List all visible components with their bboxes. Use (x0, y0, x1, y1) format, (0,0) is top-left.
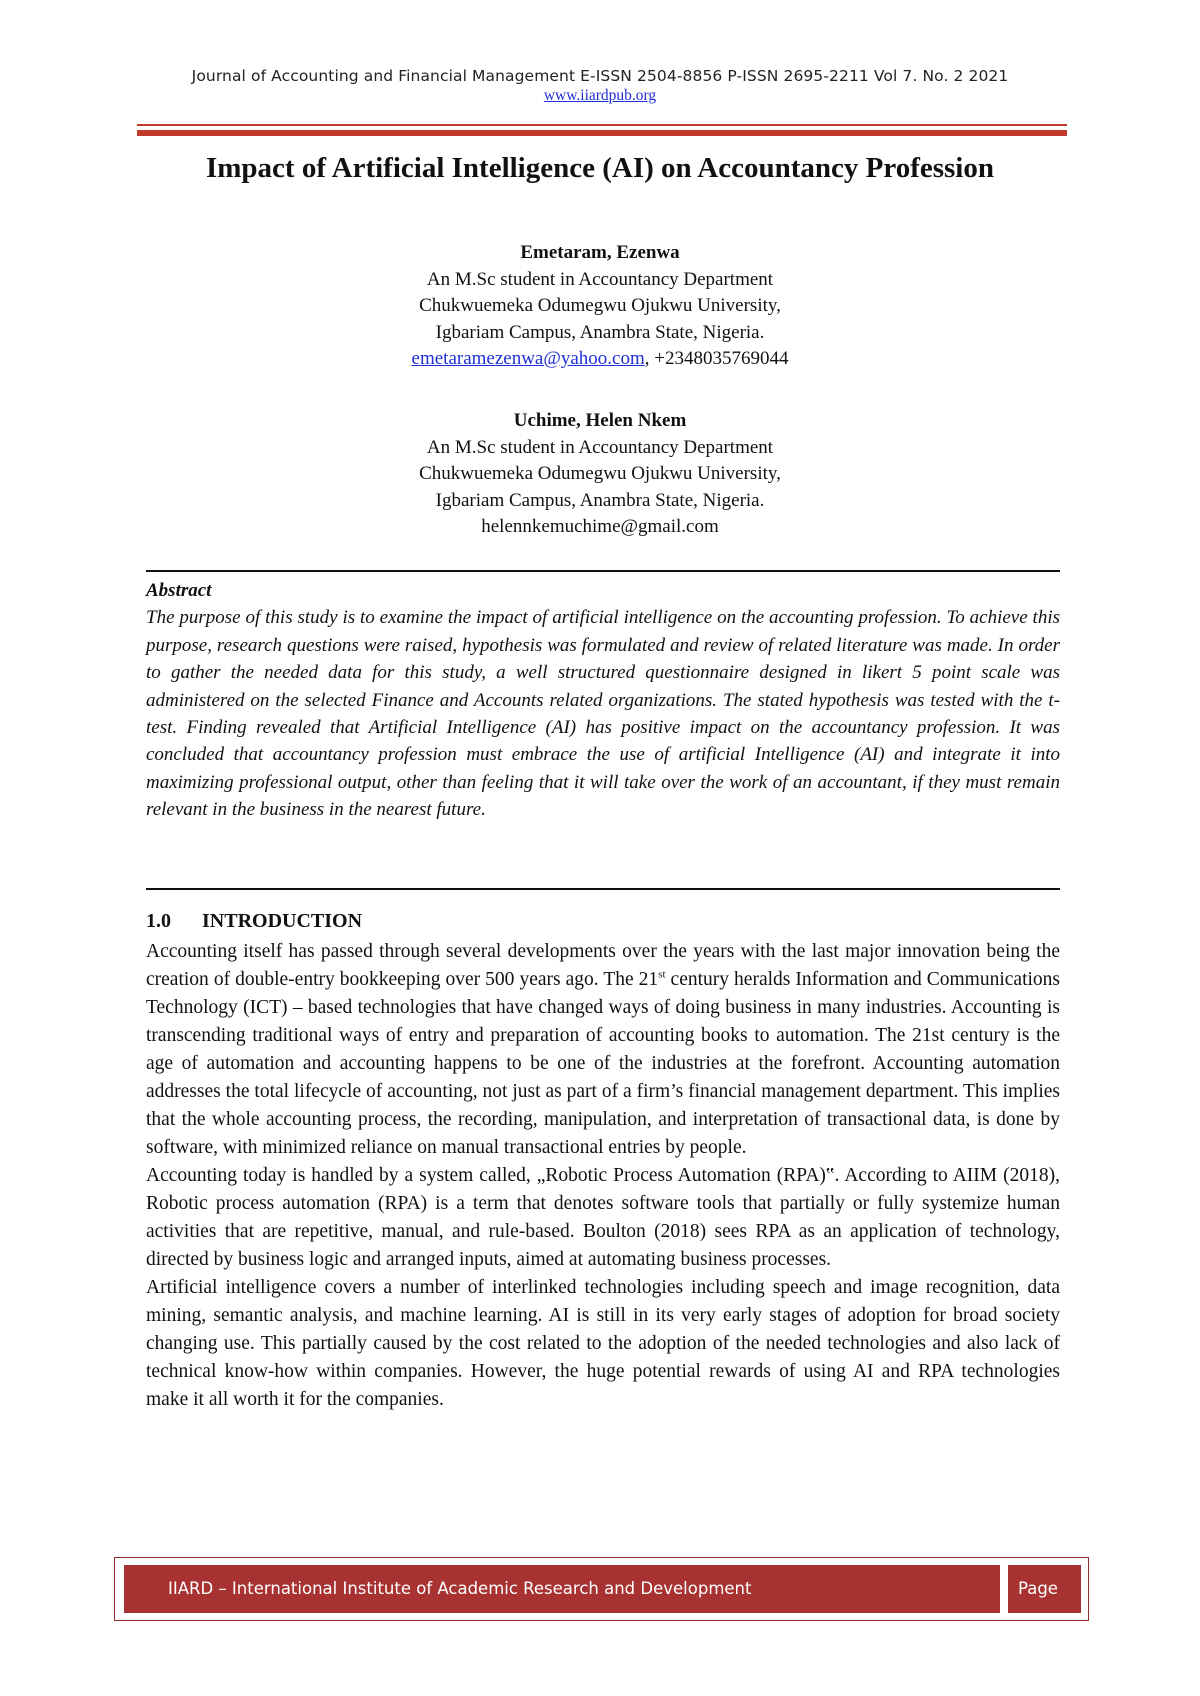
introduction-body (146, 938, 1060, 1414)
header-rule-thick (137, 130, 1067, 136)
author-campus: Igbariam Campus, Anambra State, Nigeria. (435, 489, 765, 511)
paper-title: Impact of Artificial Intelligence (AI) on Accountancy Profession (205, 152, 994, 184)
abstract-section (146, 577, 1060, 824)
ordinal-superscript: st (658, 968, 666, 981)
section-heading-introduction (146, 910, 362, 933)
header-rule-thin (137, 124, 1067, 126)
abstract-text: The purpose of this study is to examine the impact of artificial intelligence on the accounting profession. To achieve this purpose, research questions were raised, hypothesis was formulated and review of related literature was made. In order to gather the needed data for this study, a well structured questionnaire designed in likert 5 point scale was administered on the selected Finance and Accounts related organizations. The stated hypothesis was tested with the t-test. Finding revealed that Artificial Intelligence (AI) has positive impact on the accountancy profession. It was concluded that accountancy profession must embrace the use of artificial Intelligence (AI) and integrate it into maximizing professional output, other than feeling that it will take over the work of an accountant, if they must remain relevant in the business in the nearest future. (146, 607, 1060, 821)
paragraph-text: century heralds Information and Communications Technology (ICT) – based technologies that have changed ways of doing business in many industries. Accounting is transcending traditional ways of entry and preparation of accounting books to automation. The 21st century is the age of automation and accounting happens to be one of the industries at the forefront. Accounting automation addresses the total lifecycle of accounting, not just as part of a firm’s financial management department. This implies that the whole accounting process, the recording, manipulation, and interpretation of transactional data, is done by software, with minimized reliance on manual transactional entries by people. (146, 969, 1060, 1158)
author-role: An M.Sc student in Accountancy Department (426, 436, 774, 458)
running-header (0, 67, 1200, 105)
author-contact (0, 346, 1200, 373)
author-email: helennkemuchime@gmail.com (481, 516, 719, 537)
paragraph-text: Accounting itself has passed through several developments over the years with the last major innovation being the creation of double-entry bookkeeping over 500 years ago. The 21 (146, 941, 1060, 990)
section-title: INTRODUCTION (202, 910, 363, 932)
author-block-2 (0, 408, 1200, 541)
journal-info: Journal of Accounting and Financial Management E-ISSN 2504-8856 P-ISSN 2695-2211 Vol 7. No. 2 2021 (191, 67, 1009, 85)
author-university: Chukwuemeka Odumegwu Ojukwu University, (419, 295, 781, 316)
paragraph: Accounting today is handled by a system called, „Robotic Process Automation (RPA)‟. According to AIIM (2018), Robotic process automation (RPA) is a term that denotes software tools that partially or fully systemize human activities that are repetitive, manual, and rule-based. Boulton (2018) sees RPA as an application of technology, directed by business logic and arranged inputs, aimed at automating business processes. (146, 1165, 1060, 1270)
author-name: Emetaram, Ezenwa (520, 242, 680, 263)
abstract-bottom-rule (146, 888, 1060, 890)
section-number: 1.0 (146, 910, 171, 932)
footer-page-number: Page 15 (1008, 1565, 1081, 1613)
author-campus: Igbariam Campus, Anambra State, Nigeria. (435, 321, 765, 343)
paragraph (146, 938, 1060, 1162)
author-phone: , +2348035769044 (644, 348, 789, 369)
journal-website-link[interactable]: www.iiardpub.org (543, 87, 657, 104)
author-name: Uchime, Helen Nkem (513, 410, 687, 431)
author-university: Chukwuemeka Odumegwu Ojukwu University, (419, 463, 781, 484)
author-block-1 (0, 240, 1200, 373)
abstract-heading: Abstract (146, 580, 212, 601)
author-role: An M.Sc student in Accountancy Department (426, 268, 774, 290)
footer-institute: IIARD – International Institute of Academic Research and Development (124, 1565, 1000, 1613)
page-footer (114, 1557, 1089, 1646)
paragraph: Artificial intelligence covers a number of interlinked technologies including speech and image recognition, data mining, semantic analysis, and machine learning. AI is still in its very early stages of adoption for broad society changing use. This partially caused by the cost related to the adoption of the needed technologies and also lack of technical know-how within companies. However, the huge potential rewards of using AI and RPA technologies make it all worth it for the companies. (146, 1277, 1060, 1410)
abstract-top-rule (146, 570, 1060, 572)
author-email-link[interactable]: emetaramezenwa@yahoo.com (411, 348, 645, 369)
